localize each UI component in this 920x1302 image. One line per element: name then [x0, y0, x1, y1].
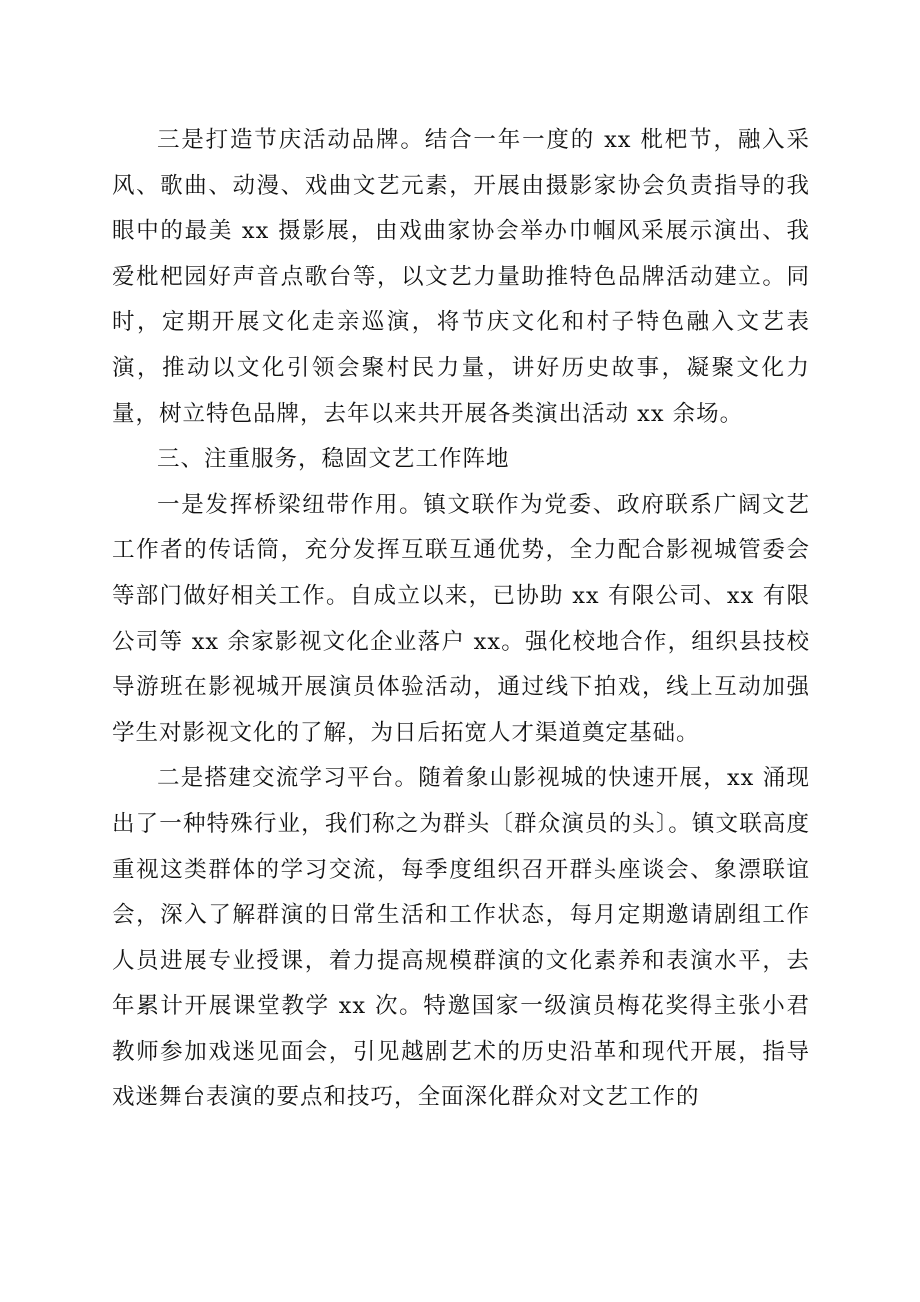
- section-heading-service: 三、注重服务，稳固文艺工作阵地: [157, 446, 510, 473]
- document-body: [112, 118, 810, 1121]
- paragraph-exchange-platform: 二是搭建交流学习平台。随着象山影视城的快速开展，xx 涌现出了一种特殊行业，我们称之为群头〔群众演员的头〕。镇文联高度重视这类群体的学习交流，每季度组织召开群头座谈会、象漂联谊会，深入了解群演的日常生活和工作状态，每月定期邀请剧组工作人员进展专业授课，着力提高规模群演的文化素养和表演水平，去年累计开展课堂教学 xx 次。特邀国家一级演员梅花奖得主张小君教师参加戏迷见面会，引见越剧艺术的历史沿革和现代开展，指导戏迷舞台表演的要点和技巧，全面深化群众对文艺工作的: [112, 765, 810, 1111]
- paragraph-bridge-role: 一是发挥桥梁纽带作用。镇文联作为党委、政府联系广阔文艺工作者的传话筒，充分发挥互联互通优势，全力配合影视城管委会等部门做好相关工作。自成立以来，已协助 xx 有限公司、xx 有限公司等 xx 余家影视文化企业落户 xx。强化校地合作，组织县技校导游班在影视城开展演员体验活动，通过线下拍戏，线上互动加强学生对影视文化的了解，为日后拓宽人才渠道奠定基础。: [112, 491, 810, 746]
- paragraph-festival-brand: 三是打造节庆活动品牌。结合一年一度的 xx 枇杷节，融入采风、歌曲、动漫、戏曲文艺元素，开展由摄影家协会负责指导的我眼中的最美 xx 摄影展，由戏曲家协会举办巾帼风采展示演出、我爱枇杷园好声音点歌台等，以文艺力量助推特色品牌活动建立。同时，定期开展文化走亲巡演，将节庆文化和村子特色融入文艺表演，推动以文化引领会聚村民力量，讲好历史故事，凝聚文化力量，树立特色品牌，去年以来共开展各类演出活动 xx 余场。: [112, 127, 810, 427]
